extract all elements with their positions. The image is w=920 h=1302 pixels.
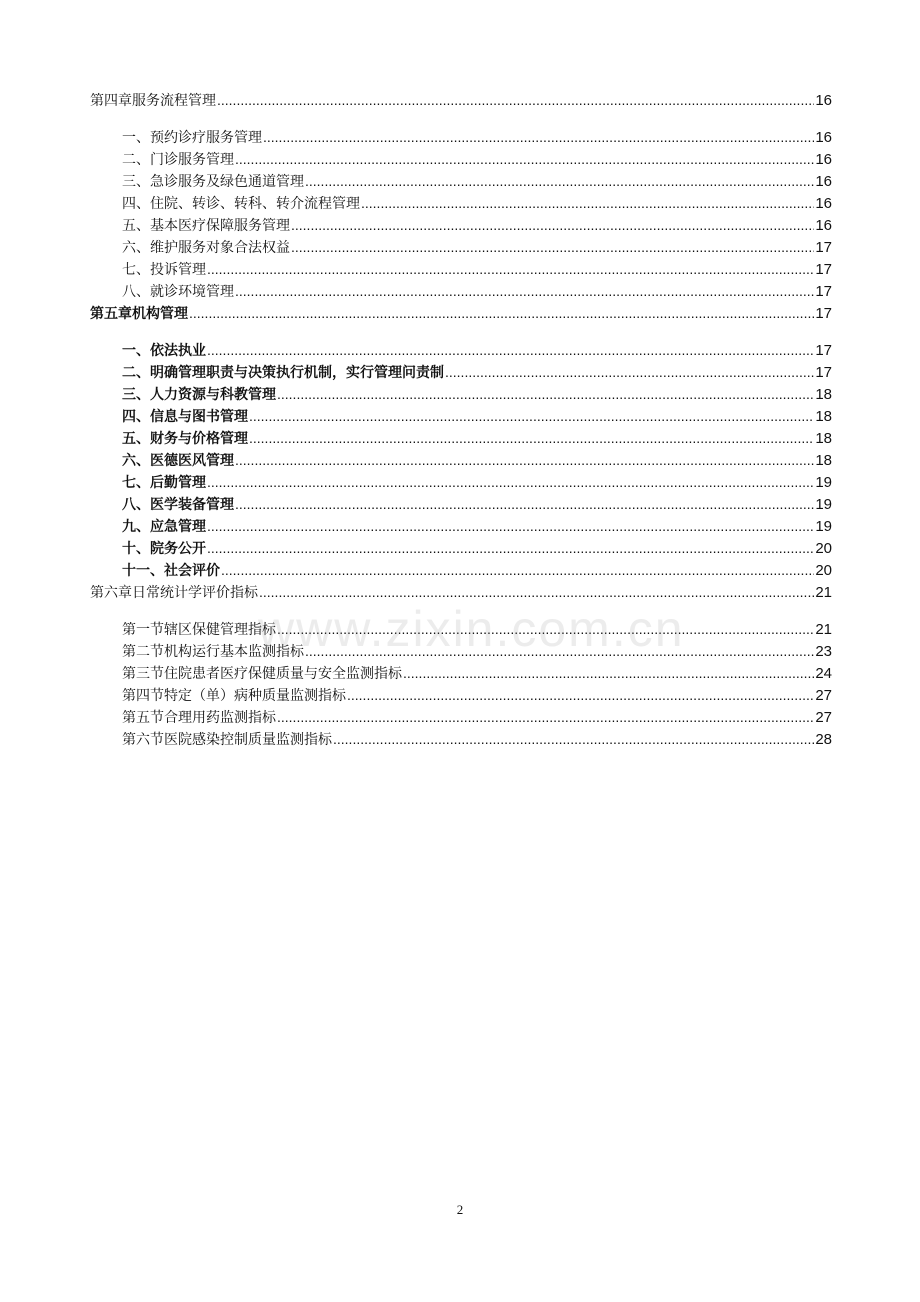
toc-entry-page: 20: [815, 540, 832, 557]
toc-entry[interactable]: [90, 258, 832, 280]
toc-entry-page: 17: [815, 342, 832, 359]
toc-entry-page: 17: [815, 261, 832, 278]
toc-entry-page: 16: [815, 129, 832, 146]
toc-entry-title: 第六节医院感染控制质量监测指标: [122, 732, 332, 748]
toc-entry-title: 五、基本医疗保障服务管理: [122, 218, 290, 234]
toc-entry-title: 四、信息与图书管理: [122, 409, 248, 425]
toc-entry-title: 一、预约诊疗服务管理: [122, 130, 262, 146]
toc-entry-page: 21: [815, 584, 832, 601]
toc-entry[interactable]: [90, 405, 832, 427]
toc-entry-title: 二、明确管理职责与决策执行机制，实行管理问责制: [122, 365, 444, 381]
toc-entry-title: 十、院务公开: [122, 541, 206, 557]
toc-entry-title: 六、医德医风管理: [122, 453, 234, 469]
watermark: www.zixin.com.cn: [258, 601, 685, 657]
toc-leader-dots: [189, 302, 814, 325]
toc-leader-dots: [361, 192, 814, 215]
toc-entry-title: 第二节机构运行基本监测指标: [122, 644, 304, 660]
toc-entry-title: 七、后勤管理: [122, 475, 206, 491]
toc-entry-title: 第六章日常统计学评价指标: [90, 585, 258, 601]
toc-entry[interactable]: [90, 493, 832, 515]
toc-entry-page: 17: [815, 305, 832, 322]
toc-leader-dots: [235, 449, 814, 472]
toc-entry-page: 19: [815, 496, 832, 513]
toc-entry-page: 16: [815, 92, 832, 109]
toc-leader-dots: [333, 728, 814, 751]
toc-leader-dots: [277, 706, 814, 729]
toc-entry-page: 16: [815, 173, 832, 190]
toc-entry-title: 六、维护服务对象合法权益: [122, 240, 290, 256]
toc-entry-title: 三、急诊服务及绿色通道管理: [122, 174, 304, 190]
toc-leader-dots: [305, 170, 814, 193]
toc-entry-title: 第五章机构管理: [90, 306, 188, 322]
toc-entry-title: 第四章服务流程管理: [90, 93, 216, 109]
toc-entry-title: 第五节合理用药监测指标: [122, 710, 276, 726]
toc-entry-title: 第三节住院患者医疗保健质量与安全监测指标: [122, 666, 402, 682]
toc-leader-dots: [207, 537, 814, 560]
toc-entry[interactable]: [90, 280, 832, 302]
toc-leader-dots: [347, 684, 814, 707]
toc-entry[interactable]: [90, 148, 832, 170]
toc-entry-title: 十一、社会评价: [122, 563, 220, 579]
toc-entry-page: 21: [815, 621, 832, 638]
toc-leader-dots: [291, 236, 814, 259]
toc-entry-chapter-4[interactable]: [90, 89, 832, 111]
toc-entry[interactable]: [90, 684, 832, 706]
toc-entry-page: 23: [815, 643, 832, 660]
toc-leader-dots: [217, 89, 814, 112]
toc-entry-title: 第一节辖区保健管理指标: [122, 622, 276, 638]
toc-leader-dots: [445, 361, 814, 384]
toc-leader-dots: [277, 383, 814, 406]
toc-entry[interactable]: [90, 559, 832, 581]
toc-entry-page: 16: [815, 151, 832, 168]
page-number: 2: [456, 1202, 464, 1217]
toc-leader-dots: [235, 280, 814, 303]
toc-leader-dots: [235, 148, 814, 171]
toc-entry-title: 四、住院、转诊、转科、转介流程管理: [122, 196, 360, 212]
toc-leader-dots: [207, 471, 814, 494]
toc-leader-dots: [291, 214, 814, 237]
toc-entry[interactable]: [90, 170, 832, 192]
toc-entry-page: 27: [815, 709, 832, 726]
toc-entry[interactable]: [90, 662, 832, 684]
toc-leader-dots: [249, 427, 814, 450]
toc-entry-title: 七、投诉管理: [122, 262, 206, 278]
toc-entry-page: 18: [815, 430, 832, 447]
toc-entry[interactable]: [90, 236, 832, 258]
toc-leader-dots: [207, 258, 814, 281]
toc-entry-title: 八、医学装备管理: [122, 497, 234, 513]
toc-entry-page: 18: [815, 452, 832, 469]
toc-entry[interactable]: [90, 126, 832, 148]
toc-entry-title: 八、就诊环境管理: [122, 284, 234, 300]
toc-entry-page: 18: [815, 386, 832, 403]
toc-entry-page: 16: [815, 217, 832, 234]
toc-entry-title: 一、依法执业: [122, 343, 206, 359]
toc-entry-page: 28: [815, 731, 832, 748]
toc-entry[interactable]: [90, 427, 832, 449]
toc-entry-page: 24: [815, 665, 832, 682]
toc-entry-chapter-5[interactable]: [90, 302, 832, 324]
toc-entry[interactable]: [90, 515, 832, 537]
toc-entry[interactable]: [90, 537, 832, 559]
toc-entry-page: 16: [815, 195, 832, 212]
toc-leader-dots: [403, 662, 814, 685]
toc-entry-page: 18: [815, 408, 832, 425]
toc-entry[interactable]: [90, 192, 832, 214]
toc-entry-title: 九、应急管理: [122, 519, 206, 535]
toc-leader-dots: [249, 405, 814, 428]
toc-entry[interactable]: [90, 339, 832, 361]
toc-entry-page: 19: [815, 474, 832, 491]
toc-entry-page: 20: [815, 562, 832, 579]
toc-entry-title: 二、门诊服务管理: [122, 152, 234, 168]
toc-entry[interactable]: [90, 728, 832, 750]
toc-leader-dots: [207, 339, 814, 362]
toc-entry-page: 17: [815, 239, 832, 256]
toc-entry[interactable]: [90, 471, 832, 493]
toc-entry-title: 五、财务与价格管理: [122, 431, 248, 447]
toc-entry[interactable]: [90, 383, 832, 405]
toc-entry[interactable]: [90, 214, 832, 236]
toc-leader-dots: [221, 559, 814, 582]
toc-entry-page: 19: [815, 518, 832, 535]
toc-leader-dots: [207, 515, 814, 538]
toc-leader-dots: [263, 126, 814, 149]
toc-leader-dots: [235, 493, 814, 516]
toc-entry-page: 17: [815, 283, 832, 300]
toc-entry-title: 三、人力资源与科教管理: [122, 387, 276, 403]
toc-entry[interactable]: [90, 449, 832, 471]
toc-entry-page: 27: [815, 687, 832, 704]
toc-entry-page: 17: [815, 364, 832, 381]
toc-entry-title: 第四节特定（单）病种质量监测指标: [122, 688, 346, 704]
toc-entry[interactable]: [90, 706, 832, 728]
toc-entry[interactable]: [90, 361, 832, 383]
